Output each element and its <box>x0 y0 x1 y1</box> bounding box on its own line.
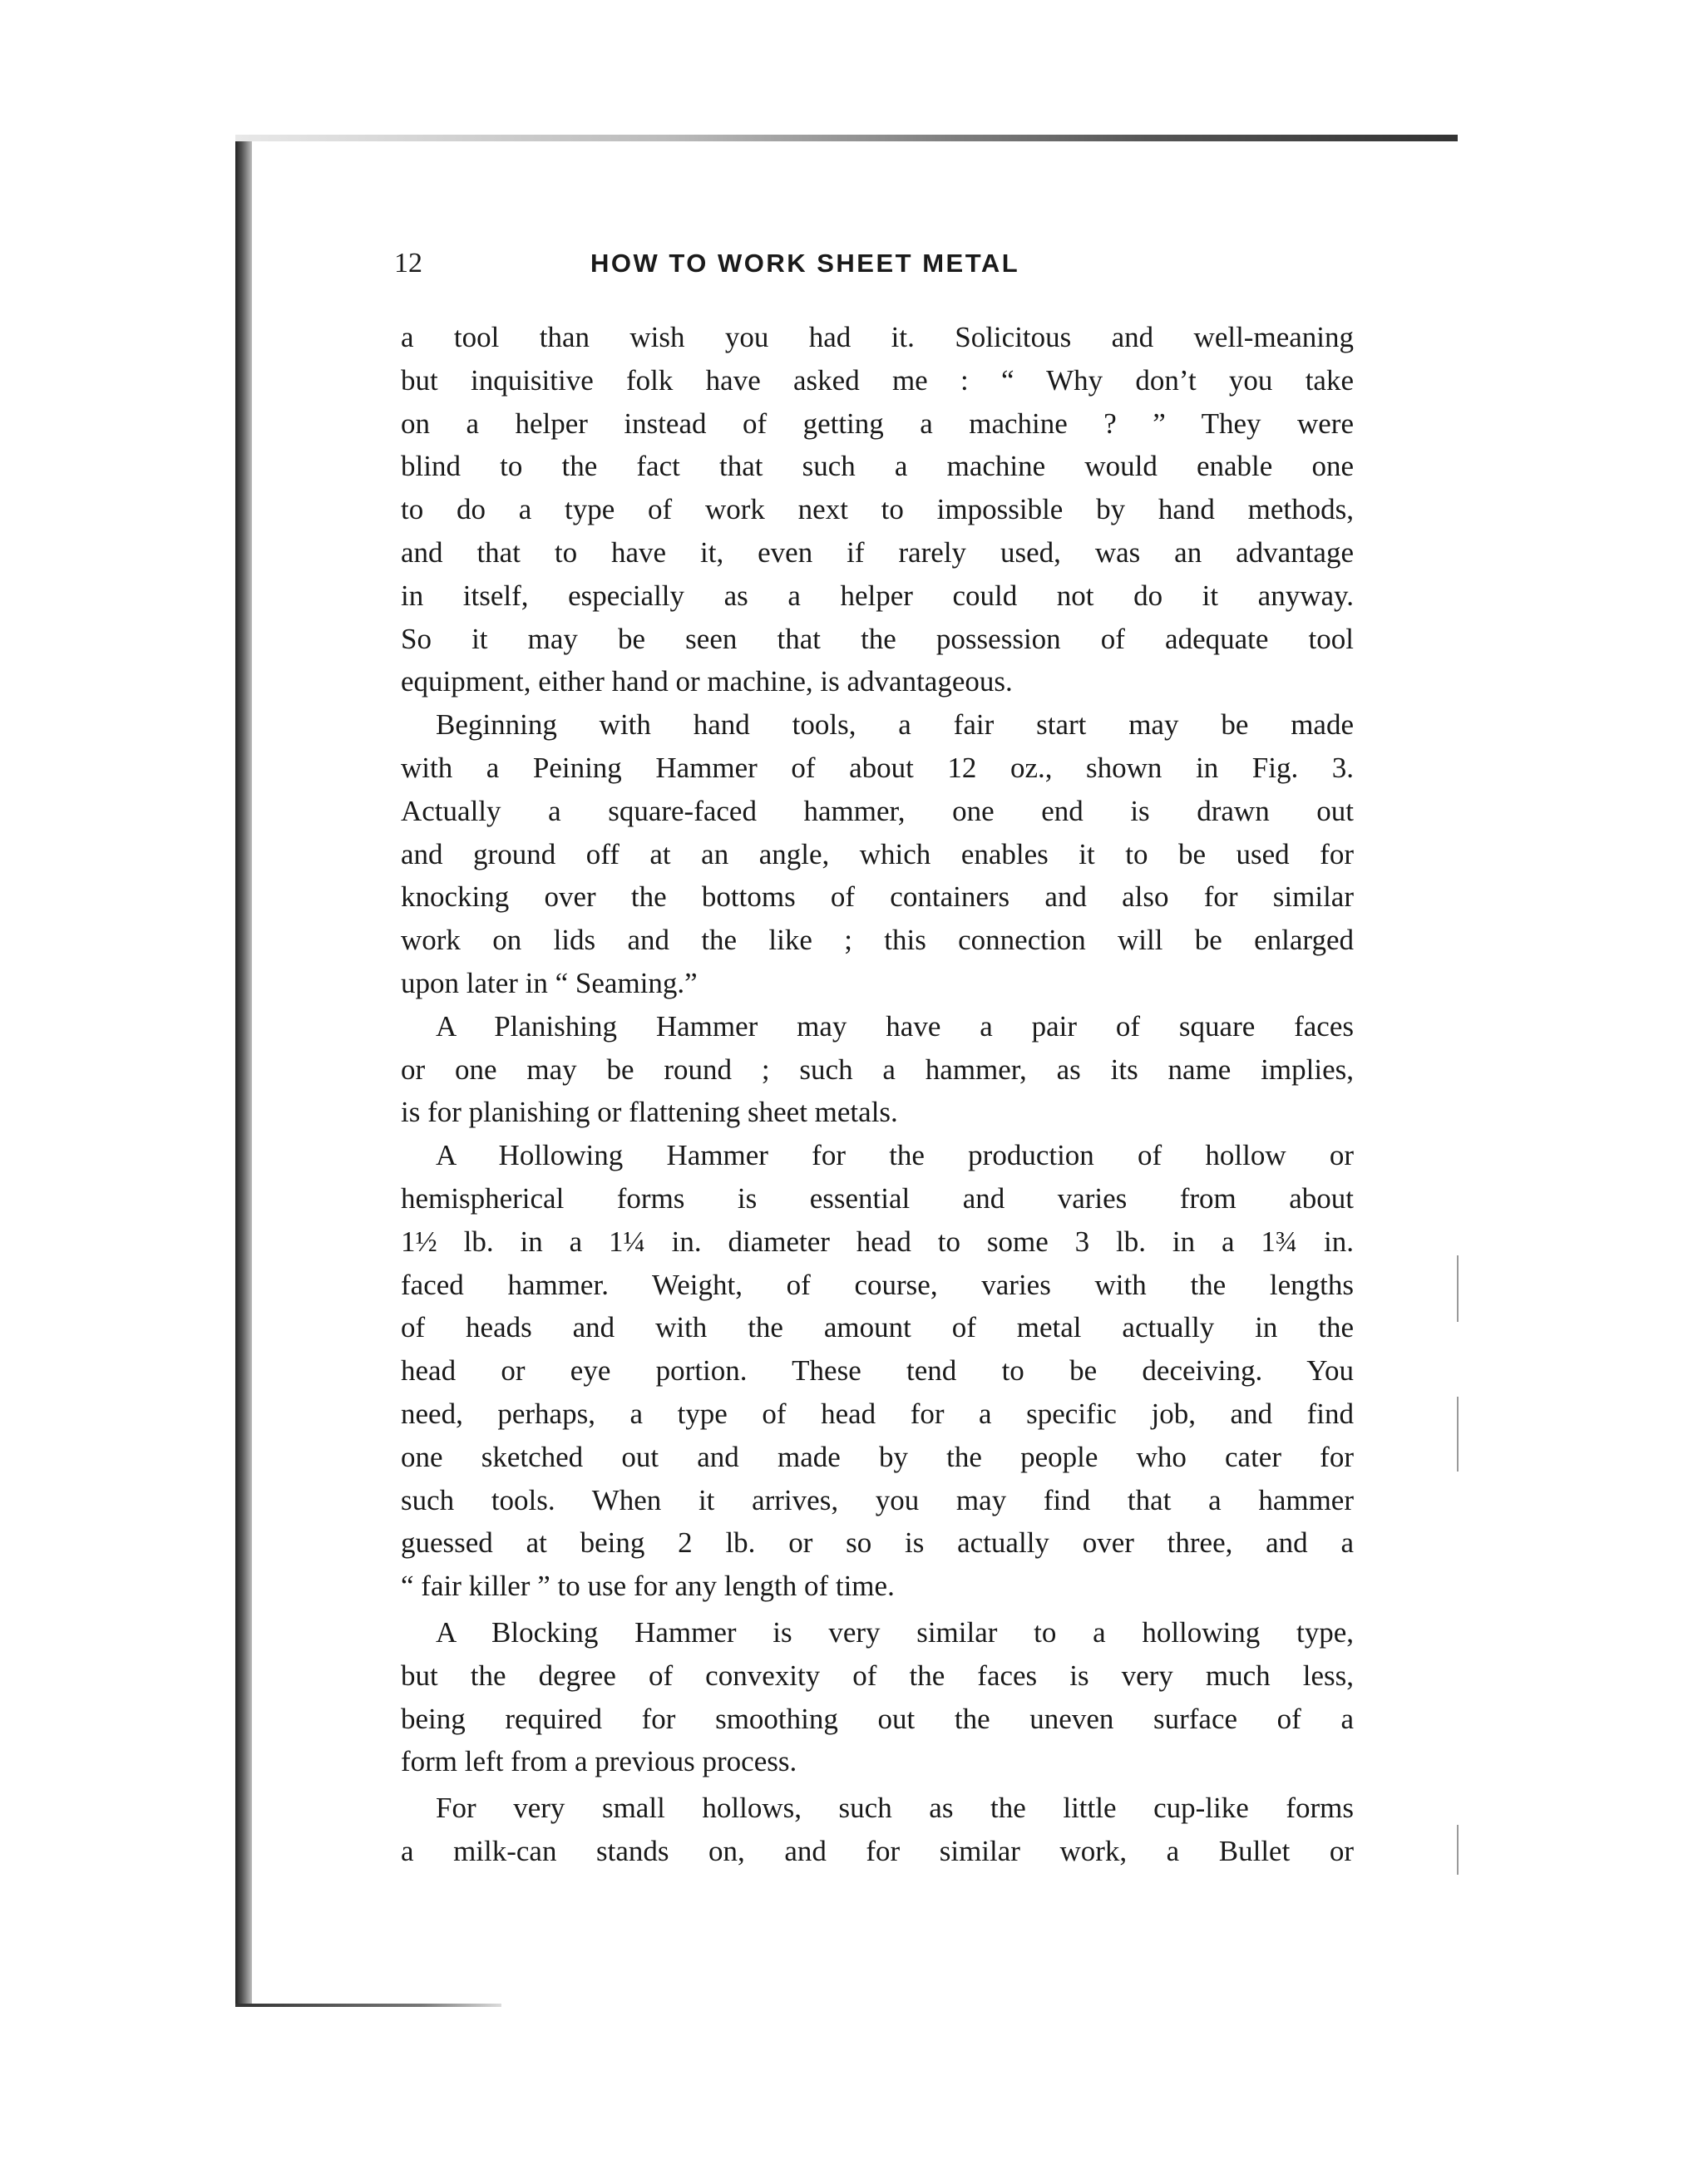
scan-right-mark <box>1457 1255 1459 1322</box>
page-header <box>394 243 1375 284</box>
text-line: a tool than wish you had it. Solicitous and well-meaning <box>401 321 1354 353</box>
text-line: work on lids and the like ; this connection will be enlarged <box>401 924 1354 957</box>
text-line: such tools. When it arrives, you may find that a hammer <box>401 1483 1354 1516</box>
text-line: a milk-can stands on, and for similar work, a Bullet or <box>401 1834 1354 1867</box>
text-line: Beginning with hand tools, a fair start may be made <box>436 708 1354 742</box>
text-line: need, perhaps, a type of head for a specific job, and find <box>401 1397 1354 1430</box>
text-line: form left from a previous process. <box>401 1745 797 1778</box>
text-line: on a helper instead of getting a machine ? ” They were <box>401 407 1354 440</box>
text-line: blind to the fact that such a machine would enable one <box>401 450 1354 483</box>
text-line: 1½ lb. in a 1¼ in. diameter head to some 3 lb. in a 1¾ in. <box>401 1225 1354 1258</box>
text-line: and that to have it, even if rarely used, was an advantage <box>401 535 1354 569</box>
scan-bottom-edge <box>235 2004 501 2007</box>
scan-left-edge <box>235 136 252 2006</box>
text-line: of heads and with the amount of metal actually in the <box>401 1311 1354 1344</box>
text-line: upon later in “ Seaming.” <box>401 966 698 999</box>
text-line: one sketched out and made by the people who cater for <box>401 1440 1354 1473</box>
text-line: A Hollowing Hammer for the production of hollow or <box>436 1139 1354 1172</box>
scan-right-mark <box>1457 1397 1459 1472</box>
text-line: in itself, especially as a helper could not do it anyway. <box>401 579 1354 612</box>
text-line: equipment, either hand or machine, is advantageous. <box>401 665 1013 698</box>
text-line: and ground off at an angle, which enables it to be used for <box>401 837 1354 870</box>
text-line: head or eye portion. These tend to be deceiving. You <box>401 1354 1354 1388</box>
text-line: guessed at being 2 lb. or so is actually over three, and a <box>401 1526 1354 1560</box>
text-line: is for planishing or flattening sheet metals. <box>401 1096 898 1129</box>
text-line: A Planishing Hammer may have a pair of square faces <box>436 1009 1354 1043</box>
text-line: with a Peining Hammer of about 12 oz., shown in Fig. 3. <box>401 751 1354 784</box>
text-line: being required for smoothing out the uneven surface of a <box>401 1702 1354 1735</box>
text-line: but the degree of convexity of the faces is very much less, <box>401 1659 1354 1692</box>
page-number: 12 <box>394 248 422 279</box>
text-line: A Blocking Hammer is very similar to a hollowing type, <box>436 1615 1354 1649</box>
text-line: but inquisitive folk have asked me : “ Why don’t you take <box>401 363 1354 397</box>
text-line: to do a type of work next to impossible by hand methods, <box>401 493 1354 526</box>
scan-right-mark <box>1457 1825 1459 1875</box>
text-line: knocking over the bottoms of containers and also for similar <box>401 880 1354 914</box>
scan-top-edge <box>235 135 1458 141</box>
text-line: “ fair killer ” to use for any length of time. <box>401 1570 895 1603</box>
running-head: HOW TO WORK SHEET METAL <box>590 249 1020 278</box>
text-line: So it may be seen that the possession of adequate tool <box>401 622 1354 655</box>
text-line: hemispherical forms is essential and varies from about <box>401 1181 1354 1215</box>
text-line: or one may be round ; such a hammer, as its name implies, <box>401 1053 1354 1086</box>
body-text <box>401 316 1354 1873</box>
text-line: faced hammer. Weight, of course, varies with the lengths <box>401 1268 1354 1301</box>
text-line: Actually a square-faced hammer, one end is drawn out <box>401 794 1354 827</box>
text-line: For very small hollows, such as the little cup-like forms <box>436 1792 1354 1825</box>
